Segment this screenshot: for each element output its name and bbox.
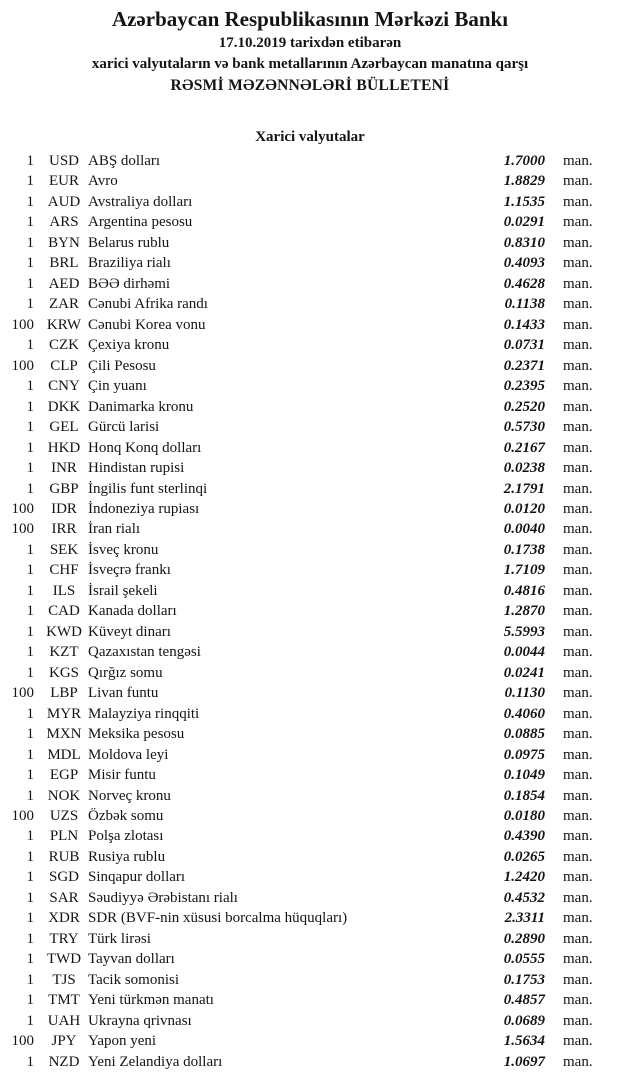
table-row bbox=[0, 519, 620, 539]
unit-cell: man. bbox=[563, 582, 593, 599]
rate-cell: 0.0555 bbox=[503, 951, 545, 968]
quantity-cell: 1 bbox=[26, 705, 34, 722]
unit-cell: man. bbox=[563, 787, 593, 804]
quantity-cell: 1 bbox=[26, 992, 34, 1009]
table-row bbox=[0, 663, 620, 683]
unit-cell: man. bbox=[563, 746, 593, 763]
rate-cell: 0.1854 bbox=[503, 787, 545, 804]
rate-cell: 0.4857 bbox=[503, 992, 545, 1009]
currency-name-cell: İsveç kronu bbox=[88, 541, 159, 558]
table-row bbox=[0, 724, 620, 744]
currency-code-cell: EGP bbox=[49, 767, 79, 784]
table-row bbox=[0, 274, 620, 294]
currency-code-cell: CLP bbox=[50, 357, 78, 374]
unit-cell: man. bbox=[563, 1053, 593, 1070]
table-row bbox=[0, 212, 620, 232]
unit-cell: man. bbox=[563, 930, 593, 947]
quantity-cell: 1 bbox=[26, 275, 34, 292]
table-row bbox=[0, 499, 620, 519]
rate-cell: 1.7109 bbox=[503, 562, 545, 579]
quantity-cell: 1 bbox=[26, 971, 34, 988]
currency-name-cell: Cənubi Afrika randı bbox=[88, 296, 208, 313]
table-row bbox=[0, 335, 620, 355]
unit-cell: man. bbox=[563, 275, 593, 292]
rate-cell: 0.0180 bbox=[503, 808, 545, 824]
currency-name-cell: Kanada dolları bbox=[88, 603, 177, 620]
currency-name-cell: Çili Pesosu bbox=[88, 357, 156, 374]
currency-code-cell: BRL bbox=[49, 255, 79, 272]
bulletin-header bbox=[0, 6, 620, 96]
quantity-cell: 1 bbox=[26, 439, 34, 456]
quantity-cell: 1 bbox=[26, 889, 34, 906]
rate-cell: 0.4390 bbox=[503, 828, 545, 845]
rate-cell: 0.0241 bbox=[503, 664, 545, 681]
unit-cell: man. bbox=[563, 439, 593, 456]
rate-cell: 1.1535 bbox=[503, 193, 545, 210]
currency-name-cell: Norveç kronu bbox=[88, 787, 171, 804]
rate-cell: 1.2870 bbox=[503, 603, 545, 620]
rate-cell: 0.0120 bbox=[503, 500, 545, 517]
rate-cell: 0.0975 bbox=[503, 746, 545, 763]
table-row bbox=[0, 253, 620, 273]
currency-name-cell: Hindistan rupisi bbox=[88, 460, 185, 477]
table-row bbox=[0, 806, 620, 826]
table-row bbox=[0, 867, 620, 887]
table-row bbox=[0, 970, 620, 990]
quantity-cell: 1 bbox=[26, 398, 34, 415]
quantity-cell: 1 bbox=[26, 828, 34, 845]
quantity-cell: 1 bbox=[26, 644, 34, 661]
quantity-cell: 1 bbox=[26, 480, 34, 497]
unit-cell: man. bbox=[563, 153, 593, 169]
currency-name-cell: Moldova leyi bbox=[88, 746, 169, 763]
currency-name-cell: Ukrayna qrivnası bbox=[88, 1012, 192, 1029]
currency-code-cell: TRY bbox=[49, 930, 79, 947]
unit-cell: man. bbox=[563, 1012, 593, 1029]
table-row bbox=[0, 581, 620, 601]
quantity-cell: 100 bbox=[11, 500, 34, 517]
currency-name-cell: Yeni Zelandiya dolları bbox=[88, 1053, 223, 1070]
quantity-cell: 1 bbox=[26, 173, 34, 190]
rate-cell: 0.0040 bbox=[503, 521, 545, 538]
unit-cell: man. bbox=[563, 644, 593, 661]
currency-name-cell: Avro bbox=[88, 173, 118, 190]
unit-cell: man. bbox=[563, 664, 593, 681]
currency-name-cell: Çin yuanı bbox=[88, 378, 147, 395]
unit-cell: man. bbox=[563, 562, 593, 579]
rate-cell: 0.2167 bbox=[503, 439, 545, 456]
unit-cell: man. bbox=[563, 1033, 593, 1050]
currency-code-cell: LBP bbox=[50, 685, 78, 702]
currency-code-cell: EUR bbox=[49, 173, 79, 190]
table-row bbox=[0, 949, 620, 969]
table-row bbox=[0, 1011, 620, 1031]
currency-code-cell: HKD bbox=[47, 439, 81, 456]
unit-cell: man. bbox=[563, 521, 593, 538]
rate-cell: 1.7000 bbox=[503, 153, 545, 169]
unit-cell: man. bbox=[563, 951, 593, 968]
unit-cell: man. bbox=[563, 971, 593, 988]
unit-cell: man. bbox=[563, 623, 593, 640]
rate-cell: 0.0731 bbox=[503, 337, 545, 354]
quantity-cell: 1 bbox=[26, 848, 34, 865]
rate-cell: 1.8829 bbox=[503, 173, 545, 190]
currency-name-cell: Qazaxıstan tengəsi bbox=[88, 644, 201, 661]
currency-code-cell: CHF bbox=[49, 562, 79, 579]
currency-code-cell: PLN bbox=[49, 828, 79, 845]
currency-code-cell: TJS bbox=[52, 971, 76, 988]
quantity-cell: 1 bbox=[26, 869, 34, 886]
rate-cell: 0.1130 bbox=[504, 685, 545, 702]
currency-name-cell: Türk lirəsi bbox=[88, 930, 151, 947]
table-row bbox=[0, 192, 620, 212]
unit-cell: man. bbox=[563, 992, 593, 1009]
unit-cell: man. bbox=[563, 173, 593, 190]
currency-name-cell: Tayvan dolları bbox=[88, 951, 175, 968]
currency-code-cell: MYR bbox=[46, 705, 82, 722]
quantity-cell: 1 bbox=[26, 746, 34, 763]
rates-table bbox=[0, 151, 620, 1072]
currency-name-cell: İsrail şekeli bbox=[88, 582, 158, 599]
rate-cell: 0.0885 bbox=[503, 726, 545, 743]
rate-cell: 0.1738 bbox=[503, 541, 545, 558]
currency-name-cell: Tacik somonisi bbox=[88, 971, 180, 988]
unit-cell: man. bbox=[563, 828, 593, 845]
table-row bbox=[0, 622, 620, 642]
currency-code-cell: XDR bbox=[48, 910, 80, 927]
currency-name-cell: Səudiyyə Ərəbistanı rialı bbox=[88, 889, 238, 906]
rate-cell: 0.0044 bbox=[503, 644, 545, 661]
currency-code-cell: CZK bbox=[49, 337, 79, 354]
unit-cell: man. bbox=[563, 500, 593, 517]
currency-code-cell: NZD bbox=[48, 1053, 80, 1070]
quantity-cell: 1 bbox=[26, 623, 34, 640]
unit-cell: man. bbox=[563, 705, 593, 722]
quantity-cell: 1 bbox=[26, 951, 34, 968]
quantity-cell: 1 bbox=[26, 664, 34, 681]
currency-code-cell: ILS bbox=[52, 582, 76, 599]
unit-cell: man. bbox=[563, 337, 593, 354]
quantity-cell: 1 bbox=[26, 930, 34, 947]
currency-name-cell: BƏƏ dirhəmi bbox=[88, 275, 171, 292]
currency-code-cell: CAD bbox=[48, 603, 80, 620]
table-row bbox=[0, 704, 620, 724]
unit-cell: man. bbox=[563, 910, 593, 927]
rate-cell: 1.2420 bbox=[503, 869, 545, 886]
currency-name-cell: İran rialı bbox=[88, 521, 141, 538]
currency-code-cell: DKK bbox=[47, 398, 81, 415]
table-row bbox=[0, 171, 620, 191]
currency-name-cell: Rusiya rublu bbox=[88, 848, 166, 865]
currency-name-cell: Yapon yeni bbox=[88, 1033, 157, 1050]
quantity-cell: 1 bbox=[26, 603, 34, 620]
currency-name-cell: Honq Konq dolları bbox=[88, 439, 202, 456]
quantity-cell: 1 bbox=[26, 767, 34, 784]
quantity-cell: 1 bbox=[26, 1012, 34, 1029]
currency-code-cell: CNY bbox=[48, 378, 80, 395]
currency-code-cell: ARS bbox=[49, 214, 79, 231]
rate-cell: 0.4628 bbox=[503, 275, 545, 292]
currency-name-cell: İsveçrə frankı bbox=[88, 562, 171, 579]
unit-cell: man. bbox=[563, 541, 593, 558]
currency-code-cell: SAR bbox=[49, 889, 79, 906]
rate-cell: 0.4060 bbox=[503, 705, 545, 722]
quantity-cell: 1 bbox=[26, 296, 34, 313]
table-row bbox=[0, 929, 620, 949]
table-row bbox=[0, 990, 620, 1010]
rate-cell: 0.2395 bbox=[503, 378, 545, 395]
rate-cell: 0.0265 bbox=[503, 848, 545, 865]
table-row bbox=[0, 376, 620, 396]
table-row bbox=[0, 560, 620, 580]
table-row bbox=[0, 438, 620, 458]
subtitle-line: xarici valyutaların və bank metallarının Azərbaycan manatına qarşı bbox=[91, 56, 529, 72]
currency-name-cell: Meksika pesosu bbox=[88, 726, 185, 743]
table-row bbox=[0, 315, 620, 335]
currency-name-cell: Malayziya rinqqiti bbox=[88, 705, 200, 722]
quantity-cell: 100 bbox=[11, 316, 34, 333]
unit-cell: man. bbox=[563, 767, 593, 784]
unit-cell: man. bbox=[563, 889, 593, 906]
rate-cell: 0.2890 bbox=[503, 930, 545, 947]
unit-cell: man. bbox=[563, 296, 593, 313]
currency-name-cell: Livan funtu bbox=[88, 685, 159, 702]
currency-code-cell: MDL bbox=[47, 746, 81, 763]
table-row bbox=[0, 233, 620, 253]
currency-code-cell: TMT bbox=[48, 992, 80, 1009]
unit-cell: man. bbox=[563, 460, 593, 477]
currency-code-cell: RUB bbox=[48, 848, 80, 865]
page-title: Azərbaycan Respublikasının Mərkəzi Bankı bbox=[111, 7, 509, 31]
currency-name-cell: Danimarka kronu bbox=[88, 398, 194, 415]
quantity-cell: 1 bbox=[26, 255, 34, 272]
currency-name-cell: Polşa zlotası bbox=[88, 828, 164, 845]
currency-name-cell: Cənubi Korea vonu bbox=[88, 316, 206, 333]
table-row bbox=[0, 826, 620, 846]
rate-cell: 0.1433 bbox=[503, 316, 545, 333]
currency-code-cell: INR bbox=[51, 460, 77, 477]
rate-cell: 0.4093 bbox=[503, 255, 545, 272]
table-row bbox=[0, 294, 620, 314]
currency-code-cell: SEK bbox=[49, 541, 79, 558]
unit-cell: man. bbox=[563, 316, 593, 333]
currency-name-cell: Özbək somu bbox=[88, 808, 164, 824]
table-row bbox=[0, 540, 620, 560]
rate-cell: 0.8310 bbox=[503, 234, 545, 251]
currency-code-cell: BYN bbox=[48, 234, 80, 251]
table-row bbox=[0, 786, 620, 806]
quantity-cell: 100 bbox=[11, 1033, 34, 1050]
rate-cell: 0.2371 bbox=[503, 357, 545, 374]
quantity-cell: 1 bbox=[26, 541, 34, 558]
quantity-cell: 1 bbox=[26, 234, 34, 251]
currency-name-cell: SDR (BVF-nin xüsusi borcalma hüquqları) bbox=[88, 910, 348, 927]
currency-code-cell: IRR bbox=[51, 521, 77, 538]
quantity-cell: 100 bbox=[11, 357, 34, 374]
unit-cell: man. bbox=[563, 869, 593, 886]
currency-name-cell: Avstraliya dolları bbox=[88, 193, 193, 210]
table-row bbox=[0, 356, 620, 376]
rate-cell: 0.0291 bbox=[503, 214, 545, 231]
quantity-cell: 1 bbox=[26, 193, 34, 210]
rate-cell: 0.1753 bbox=[503, 971, 545, 988]
rate-cell: 1.5634 bbox=[503, 1033, 545, 1050]
rate-cell: 2.1791 bbox=[503, 480, 545, 497]
currency-code-cell: KWD bbox=[46, 623, 82, 640]
currency-code-cell: AED bbox=[48, 275, 80, 292]
currency-name-cell: İngilis funt sterlinqi bbox=[88, 480, 208, 497]
table-row bbox=[0, 642, 620, 662]
unit-cell: man. bbox=[563, 378, 593, 395]
currency-name-cell: İndoneziya rupiası bbox=[88, 500, 200, 517]
rate-cell: 0.1049 bbox=[503, 767, 545, 784]
unit-cell: man. bbox=[563, 255, 593, 272]
rate-cell: 2.3311 bbox=[504, 910, 545, 927]
currency-code-cell: TWD bbox=[46, 951, 82, 968]
unit-cell: man. bbox=[563, 726, 593, 743]
table-row bbox=[0, 908, 620, 928]
currency-name-cell: Argentina pesosu bbox=[88, 214, 193, 231]
currency-code-cell: JPY bbox=[51, 1033, 77, 1050]
quantity-cell: 1 bbox=[26, 460, 34, 477]
unit-cell: man. bbox=[563, 848, 593, 865]
rate-cell: 0.4816 bbox=[503, 582, 545, 599]
rate-cell: 0.0238 bbox=[503, 460, 545, 477]
currency-name-cell: Sinqapur dolları bbox=[88, 869, 186, 886]
currency-name-cell: ABŞ dolları bbox=[88, 153, 161, 169]
currency-name-cell: Belarus rublu bbox=[88, 234, 170, 251]
currency-code-cell: KRW bbox=[46, 316, 82, 333]
unit-cell: man. bbox=[563, 685, 593, 702]
unit-cell: man. bbox=[563, 480, 593, 497]
quantity-cell: 1 bbox=[26, 337, 34, 354]
table-row bbox=[0, 765, 620, 785]
currency-name-cell: Braziliya rialı bbox=[88, 255, 171, 272]
currency-name-cell: Misir funtu bbox=[88, 767, 156, 784]
table-row bbox=[0, 683, 620, 703]
unit-cell: man. bbox=[563, 357, 593, 374]
quantity-cell: 100 bbox=[11, 808, 34, 824]
unit-cell: man. bbox=[563, 234, 593, 251]
currency-code-cell: SGD bbox=[48, 869, 79, 886]
currency-code-cell: KGS bbox=[48, 664, 79, 681]
table-row bbox=[0, 745, 620, 765]
rate-cell: 0.1138 bbox=[504, 296, 545, 313]
quantity-cell: 1 bbox=[26, 214, 34, 231]
table-row bbox=[0, 397, 620, 417]
currency-code-cell: GEL bbox=[49, 419, 79, 436]
table-row bbox=[0, 417, 620, 437]
currency-code-cell: NOK bbox=[47, 787, 81, 804]
table-row bbox=[0, 601, 620, 621]
currency-code-cell: UZS bbox=[49, 808, 79, 824]
currency-code-cell: KZT bbox=[49, 644, 79, 661]
bulletin-title-line: RƏSMİ MƏZƏNNƏLƏRİ BÜLLETENİ bbox=[170, 77, 450, 94]
currency-name-cell: Küveyt dinarı bbox=[88, 623, 171, 640]
currency-code-cell: USD bbox=[48, 153, 79, 169]
unit-cell: man. bbox=[563, 419, 593, 436]
currency-code-cell: MXN bbox=[46, 726, 82, 743]
table-row bbox=[0, 479, 620, 499]
quantity-cell: 1 bbox=[26, 153, 34, 169]
table-row bbox=[0, 1052, 620, 1072]
quantity-cell: 1 bbox=[26, 378, 34, 395]
currency-name-cell: Qırğız somu bbox=[88, 664, 163, 681]
currency-code-cell: IDR bbox=[51, 500, 77, 517]
currency-code-cell: ZAR bbox=[49, 296, 79, 313]
table-row bbox=[0, 847, 620, 867]
quantity-cell: 1 bbox=[26, 1053, 34, 1070]
rate-cell: 0.4532 bbox=[503, 889, 545, 906]
unit-cell: man. bbox=[563, 808, 593, 824]
currency-name-cell: Yeni türkmən manatı bbox=[88, 992, 214, 1009]
rate-cell: 5.5993 bbox=[503, 623, 545, 640]
quantity-cell: 1 bbox=[26, 726, 34, 743]
table-row bbox=[0, 1031, 620, 1051]
quantity-cell: 100 bbox=[11, 521, 34, 538]
quantity-cell: 1 bbox=[26, 910, 34, 927]
unit-cell: man. bbox=[563, 214, 593, 231]
quantity-cell: 1 bbox=[26, 787, 34, 804]
quantity-cell: 1 bbox=[26, 582, 34, 599]
currency-code-cell: UAH bbox=[47, 1012, 81, 1029]
unit-cell: man. bbox=[563, 193, 593, 210]
effective-date-line: 17.10.2019 tarixdən etibarən bbox=[218, 35, 402, 51]
unit-cell: man. bbox=[563, 603, 593, 620]
table-row bbox=[0, 458, 620, 478]
unit-cell: man. bbox=[563, 398, 593, 415]
currency-name-cell: Çexiya kronu bbox=[88, 337, 170, 354]
currency-code-cell: GBP bbox=[49, 480, 79, 497]
table-row bbox=[0, 888, 620, 908]
quantity-cell: 1 bbox=[26, 562, 34, 579]
quantity-cell: 100 bbox=[11, 685, 34, 702]
rate-cell: 0.5730 bbox=[503, 419, 545, 436]
rate-cell: 0.2520 bbox=[503, 398, 545, 415]
quantity-cell: 1 bbox=[26, 419, 34, 436]
currency-name-cell: Gürcü larisi bbox=[88, 419, 160, 436]
rate-cell: 0.0689 bbox=[503, 1012, 545, 1029]
table-row bbox=[0, 151, 620, 171]
rate-cell: 1.0697 bbox=[503, 1053, 545, 1070]
section-title-foreign-currencies: Xarici valyutalar bbox=[255, 129, 365, 145]
currency-code-cell: AUD bbox=[47, 193, 81, 210]
